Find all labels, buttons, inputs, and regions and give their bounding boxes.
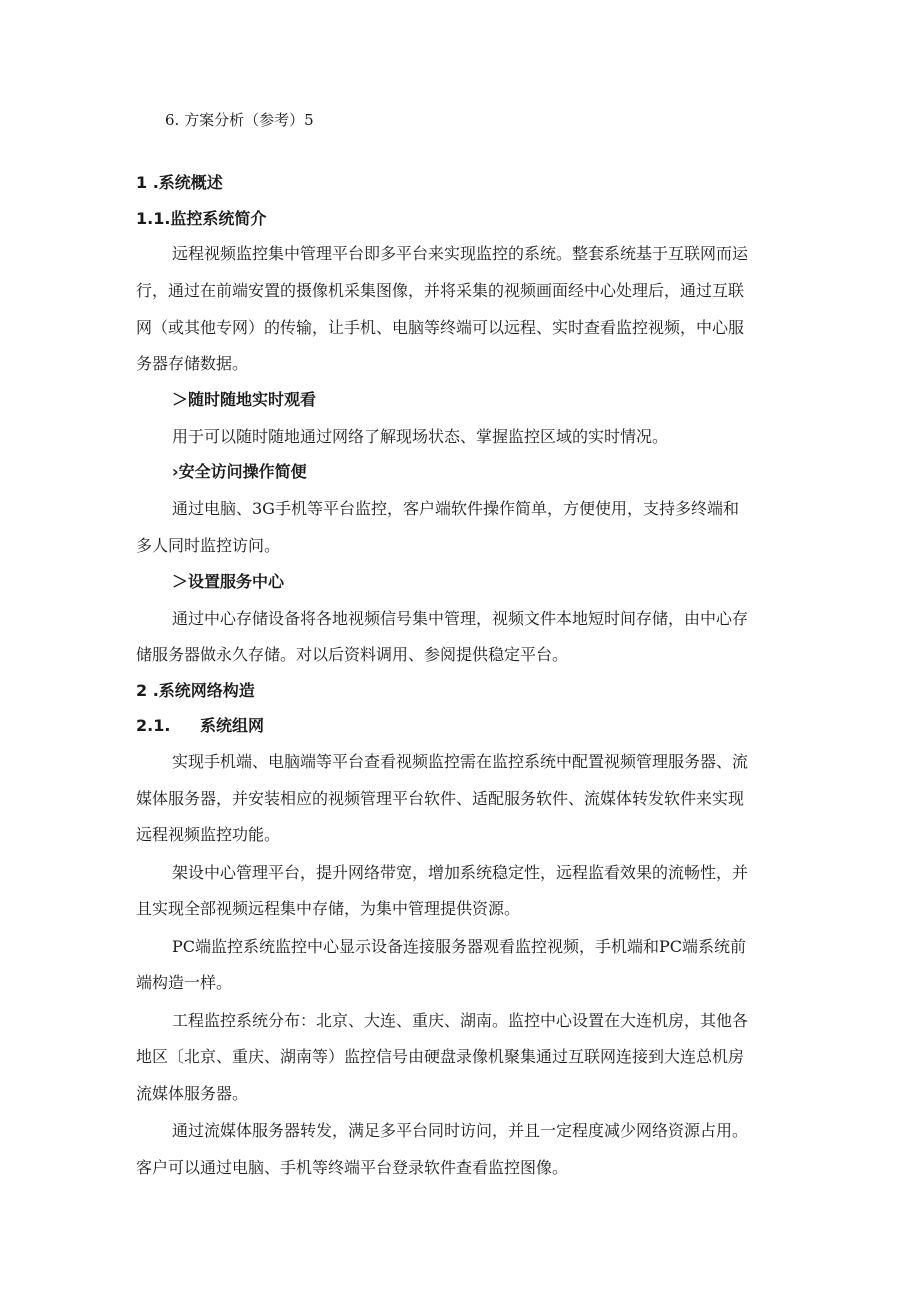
paragraph-line: 务器存储数据。 <box>136 354 249 373</box>
feature-1-heading: ＞随时随地实时观看 <box>172 390 317 409</box>
section-1-1-heading: 1.1.监控系统简介 <box>136 209 267 228</box>
paragraph-line: 端构造一样。 <box>136 973 233 992</box>
paragraph-line: 地区〔北京、重庆、湖南等）监控信号由硬盘录像机聚集通过互联网连接到大连总机房 <box>136 1047 745 1066</box>
paragraph-line: 且实现全部视频远程集中存储，为集中管理提供资源。 <box>136 899 521 918</box>
section-1-heading: 1 .系统概述 <box>136 173 223 192</box>
paragraph-line: 工程监控系统分布：北京、大连、重庆、湖南。监控中心设置在大连机房，其他各 <box>172 1011 749 1030</box>
paragraph-line: 通过流媒体服务器转发，满足多平台同时访问，并且一定程度减少网络资源占用。 <box>172 1121 749 1140</box>
feature-2-heading: ›安全访问操作简便 <box>172 462 307 481</box>
paragraph-line: 架设中心管理平台，提升网络带宽，增加系统稳定性，远程监看效果的流畅性，并 <box>172 863 749 882</box>
paragraph-line: 远程视频监控集中管理平台即多平台来实现监控的系统。整套系统基于互联网而运 <box>172 244 749 263</box>
section-2-heading: 2 .系统网络构造 <box>136 681 255 700</box>
paragraph-line: PC端监控系统监控中心显示设备连接服务器观看监控视频，手机端和PC端系统前 <box>172 937 747 956</box>
paragraph-line: 行，通过在前端安置的摄像机采集图像，并将采集的视频画面经中心处理后，通过互联 <box>136 281 745 300</box>
paragraph-line: 通过电脑、3G手机等平台监控，客户端软件操作简单，方便使用，支持多终端和 <box>172 499 739 518</box>
section-2-1-number: 2.1. <box>136 716 171 735</box>
paragraph-line: 网（或其他专网）的传输，让手机、电脑等终端可以远程、实时查看监控视频，中心服 <box>136 318 745 337</box>
section-2-1-heading: 系统组网 <box>200 716 265 735</box>
toc-item-6: 6. 方案分析（参考）5 <box>165 111 314 129</box>
paragraph-line: 通过中心存储设备将各地视频信号集中管理，视频文件本地短时间存储，由中心存 <box>172 609 749 628</box>
paragraph-line: 多人同时监控访问。 <box>136 536 281 555</box>
paragraph-line: 远程视频监控功能。 <box>136 825 281 844</box>
paragraph-line: 媒体服务器，并安装相应的视频管理平台软件、适配服务软件、流媒体转发软件来实现 <box>136 789 745 808</box>
feature-3-heading: ＞设置服务中心 <box>172 572 285 591</box>
feature-1-text: 用于可以随时随地通过网络了解现场状态、掌握监控区域的实时情况。 <box>172 427 669 446</box>
paragraph-line: 实现手机端、电脑端等平台查看视频监控需在监控系统中配置视频管理服务器、流 <box>172 752 749 771</box>
paragraph-line: 客户可以通过电脑、手机等终端平台登录软件查看监控图像。 <box>136 1158 569 1177</box>
paragraph-line: 流媒体服务器。 <box>136 1084 249 1103</box>
paragraph-line: 储服务器做永久存储。对以后资料调用、参阅提供稳定平台。 <box>136 645 569 664</box>
